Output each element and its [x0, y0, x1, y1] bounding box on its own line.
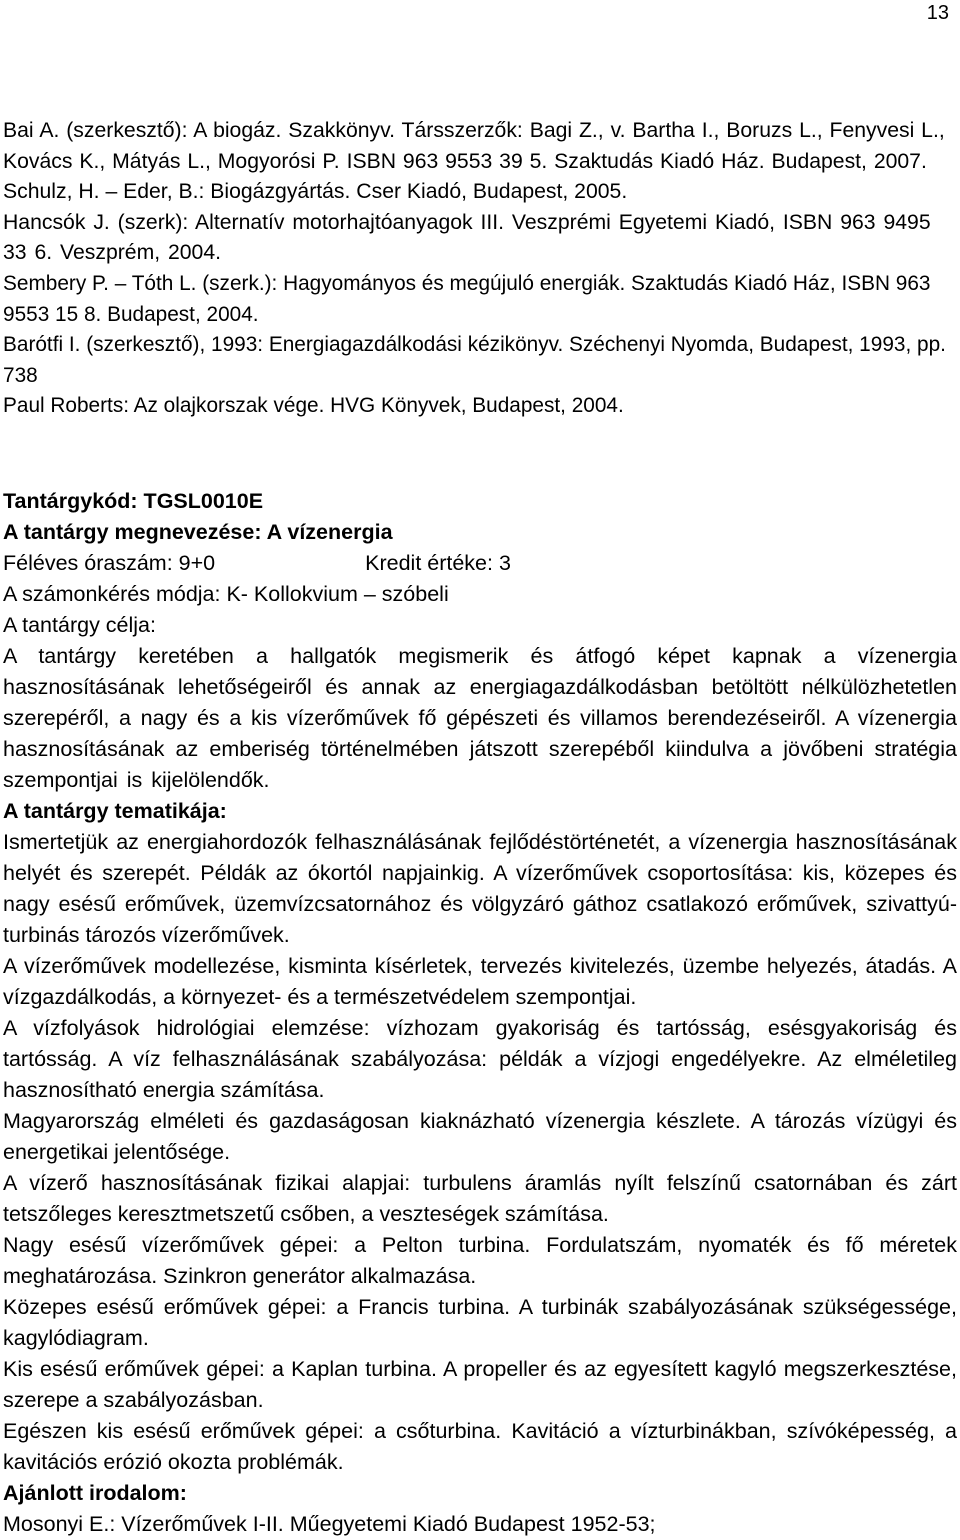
exam-type: A számonkérés módja: K- Kollokvium – szóbeli — [3, 582, 449, 606]
course-description — [3, 486, 957, 1540]
course-name: A tantárgy megnevezése: A vízenergia — [3, 520, 393, 544]
topics-heading: A tantárgy tematikája: — [3, 799, 227, 823]
reference-item: Hancsók J. (szerk): Alternatív motorhajtóanyagok III. Veszprémi Egyetemi Kiadó, ISBN 963 9495 33 6. Veszprém, 2004. — [3, 210, 931, 265]
reference-item: Paul Roberts: Az olajkorszak vége. HVG Könyvek, Budapest, 2004. — [3, 394, 624, 418]
reference-item: Bai A. (szerkesztő): A biogáz. Szakkönyv. Társszerzők: Bagi Z., v. Bartha I., Boruzs L., Fenyvesi L., Kovács K., Mátyás L., Mogyorósi P. ISBN 963 9553 39 5. Szaktudás Kiadó Ház. Budapest, 2007. — [3, 119, 945, 173]
credit-value: Kredit értéke: 3 — [365, 551, 511, 575]
topic-paragraph: A vízerőművek modellezése, kisminta kísérletek, tervezés kivitelezés, üzembe helyezés, átadás. A vízgazdálkodás, a környezet- és a természetvédelem szempontjai. — [3, 954, 957, 1009]
reference-list — [3, 116, 957, 422]
reference-item: Schulz, H. – Eder, B.: Biogázgyártás. Cser Kiadó, Budapest, 2005. — [3, 180, 628, 204]
reference-item: Barótfi I. (szerkesztő), 1993: Energiagazdálkodási kézikönyv. Széchenyi Nyomda, Budapest, 1993, pp. 738 — [3, 333, 946, 387]
literature-heading: Ajánlott irodalom: — [3, 1481, 187, 1505]
hours-credits-line — [3, 548, 957, 579]
semester-hours: Féléves óraszám: 9+0 — [3, 551, 216, 575]
topic-paragraph: Ismertetjük az energiahordozók felhasználásának fejlődéstörténetét, a vízenergia hasznosításának helyét és szerepét. Példák az ókortól napjainkig. A vízerőművek csoportosítása: kis, közepes és nagy esésű erőművek, üzemvízcsatornához és völgyzáró gáthoz csatlakozó erőművek, szivattyú-turbinás tározós vízerőművek. — [3, 830, 957, 947]
topic-paragraph: Közepes esésű erőművek gépei: a Francis turbina. A turbinák szabályozásának szükségessége, kagylódiagram. — [3, 1295, 957, 1350]
course-code: Tantárgykód: TGSL0010E — [3, 489, 264, 513]
topic-paragraph: Egészen kis esésű erőművek gépei: a csőturbina. Kavitáció a vízturbinákban, szívóképesség, a kavitációs erózió okozta problémák. — [3, 1419, 957, 1474]
course-goal-text: A tantárgy keretében a hallgatók megismerik és átfogó képet kapnak a vízenergia hasznosításának lehetőségeiről és annak az energiagazdálkodásban betöltött nélkülözhetetlen szerepéről, a nagy és a kis vízerőművek fő gépészeti és villamos berendezéseiről. A vízenergia hasznosításának az emberiség történelmében játszott szerepéből kiindulva a jövőbeni stratégia szempontjai is kijelölendők. — [3, 644, 957, 792]
literature-item: Mosonyi E.: Vízerőművek I-II. Műegyetemi Kiadó Budapest 1952-53; — [3, 1512, 656, 1536]
topic-paragraph: Magyarország elméleti és gazdaságosan kiaknázható vízenergia készlete. A tározás vízügyi és energetikai jelentősége. — [3, 1109, 957, 1164]
topic-paragraph: Kis esésű erőművek gépei: a Kaplan turbina. A propeller és az egyesített kagyló megszerkesztése, szerepe a szabályozásban. — [3, 1357, 957, 1412]
topic-paragraph: A vízfolyások hidrológiai elemzése: vízhozam gyakoriság és tartósság, esésgyakoriság és tartósság. A víz felhasználásának szabályozása: példák a vízjogi engedélyekre. Az elméletileg hasznosítható energia számítása. — [3, 1016, 957, 1102]
course-goal-heading: A tantárgy célja: — [3, 613, 156, 637]
page-number: 13 — [926, 2, 949, 24]
topic-paragraph: Nagy esésű vízerőművek gépei: a Pelton turbina. Fordulatszám, nyomaték és fő méretek meghatározása. Szinkron generátor alkalmazása. — [3, 1233, 957, 1288]
reference-item: Sembery P. – Tóth L. (szerk.): Hagyományos és megújuló energiák. Szaktudás Kiadó Ház, ISBN 963 9553 15 8. Budapest, 2004. — [3, 271, 931, 326]
topic-paragraph: A vízerő hasznosításának fizikai alapjai: turbulens áramlás nyílt felszínű csatornában és zárt tetszőleges keresztmetszetű csőben, a veszteségek számítása. — [3, 1171, 957, 1226]
